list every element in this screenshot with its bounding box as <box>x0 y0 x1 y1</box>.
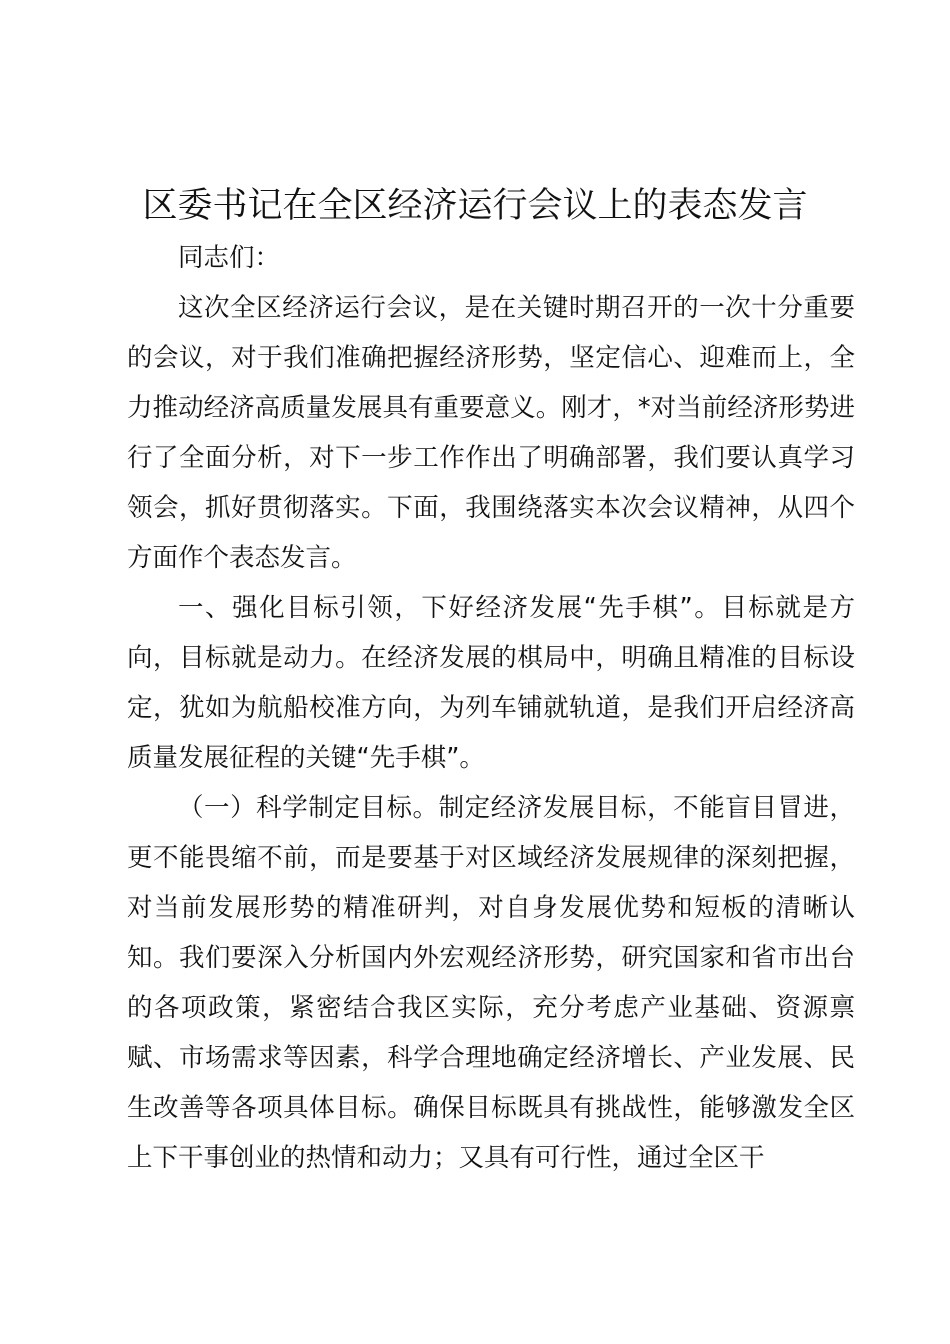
greeting: 同志们： <box>178 243 281 273</box>
document-title: 区委书记在全区经济运行会议上的表态发言 <box>142 186 808 226</box>
paragraph-section-one: 一、强化目标引领，下好经济发展“先手棋”。目标就是方向，目标就是动力。在经济发展的棋局中，明确且精准的目标设定，犹如为航船校准方向，为列车铺就轨道，是我们开启经济高质量发展征程的关键“先手棋”。 <box>127 593 855 773</box>
paragraph-subsection-one: （一）科学制定目标。制定经济发展目标，不能盲目冒进，更不能畏缩不前，而是要基于对区域经济发展规律的深刻把握，对当前发展形势的精准研判，对自身发展优势和短板的清晰认知。我们要深入分析国内外宏观经济形势，研究国家和省市出台的各项政策，紧密结合我区实际，充分考虑产业基础、资源禀赋、市场需求等因素，科学合理地确定经济增长、产业发展、民生改善等各项具体目标。确保目标既具有挑战性，能够激发全区上下干事创业的热情和动力；又具有可行性，通过全区干 <box>127 793 855 1173</box>
document-body <box>127 233 855 1183</box>
paragraph-intro: 这次全区经济运行会议，是在关键时期召开的一次十分重要的会议，对于我们准确把握经济形势，坚定信心、迎难而上，全力推动经济高质量发展具有重要意义。刚才，*对当前经济形势进行了全面分析，对下一步工作作出了明确部署，我们要认真学习领会，抓好贯彻落实。下面，我围绕落实本次会议精神，从四个方面作个表态发言。 <box>127 293 855 573</box>
